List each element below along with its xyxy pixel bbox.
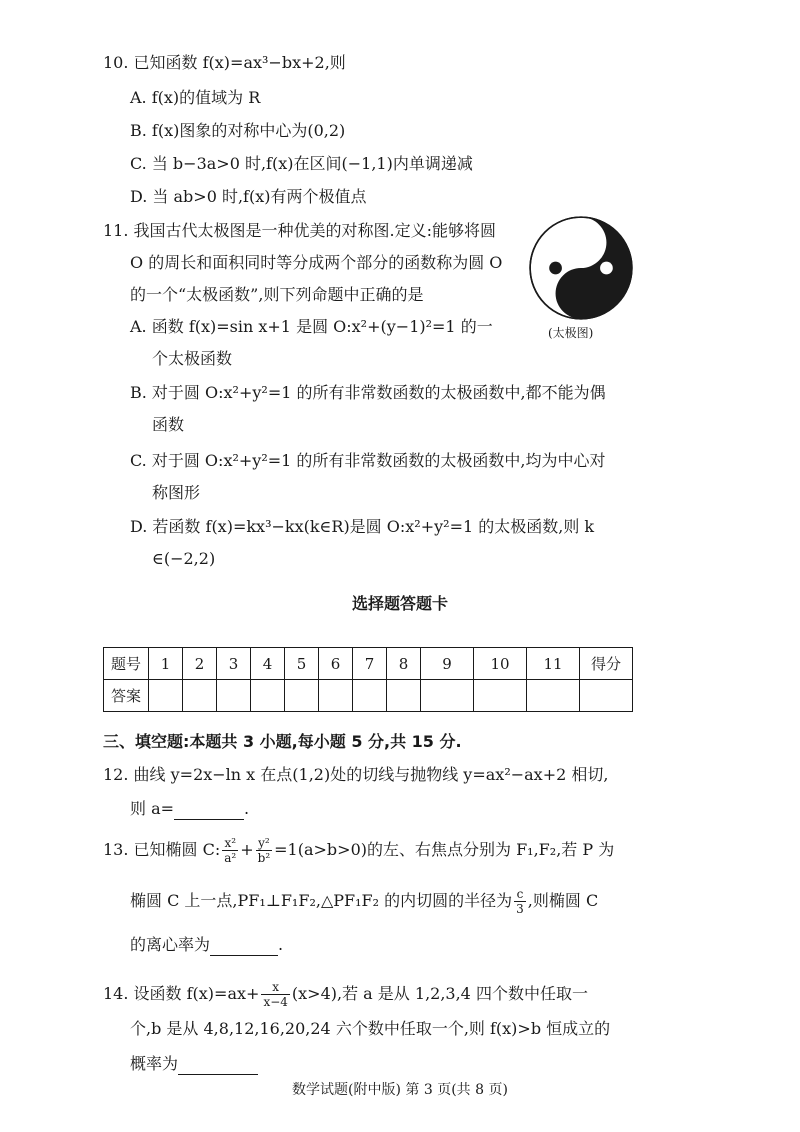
header-cell: 4 <box>251 648 285 680</box>
q10-stem: 10. 已知函数 f(x)=ax³−bx+2,则 <box>103 53 346 72</box>
q11-option-c-cont: 称图形 <box>152 483 201 502</box>
header-cell: 8 <box>387 648 421 680</box>
table-row <box>104 648 633 680</box>
answer-label-cell: 答案 <box>104 680 149 712</box>
q11-option-b-cont: 函数 <box>152 415 185 434</box>
answer-cell[interactable] <box>474 680 527 712</box>
taiji-icon <box>528 215 634 321</box>
q11-option-d-cont: ∈(−2,2) <box>152 549 216 568</box>
q14-line1-post: (x>4),若 a 是从 1,2,3,4 四个数中任取一 <box>291 984 588 1003</box>
answer-cell[interactable] <box>149 680 183 712</box>
q13-line2-post: ,则椭圆 C <box>527 891 599 910</box>
q14-line1-pre: 14. 设函数 f(x)=ax+ <box>103 984 260 1003</box>
answer-cell[interactable] <box>217 680 251 712</box>
q10-option-b: B. f(x)图象的对称中心为(0,2) <box>130 121 346 140</box>
answer-cell[interactable] <box>319 680 353 712</box>
section-3-heading: 三、填空题:本题共 3 小题,每小题 5 分,共 15 分. <box>103 732 462 751</box>
header-cell: 得分 <box>580 648 633 680</box>
answer-cell[interactable] <box>251 680 285 712</box>
q11-stem-line1: 11. 我国古代太极图是一种优美的对称图.定义:能够将圆 <box>103 221 497 240</box>
taiji-caption: (太极图) <box>548 326 594 340</box>
q11-option-c: C. 对于圆 O:x²+y²=1 的所有非常数函数的太极函数中,均为中心对 <box>130 451 606 470</box>
fraction: $\frac{c}{3}$ <box>516 887 524 916</box>
q12-line1: 12. 曲线 y=2x−ln x 在点(1,2)处的切线与抛物线 y=ax²−ax+2 相切, <box>103 765 609 784</box>
header-cell: 9 <box>421 648 474 680</box>
fraction: $\frac{\text{y²}}{\text{b²}}$ <box>257 836 271 865</box>
q11-option-b: B. 对于圆 O:x²+y²=1 的所有非常数函数的太极函数中,都不能为偶 <box>130 383 606 402</box>
answer-cell[interactable] <box>421 680 474 712</box>
header-cell: 3 <box>217 648 251 680</box>
header-cell: 10 <box>474 648 527 680</box>
q11-option-a: A. 函数 f(x)=sin x+1 是圆 O:x²+(y−1)²=1 的一 <box>130 317 493 336</box>
q10-option-c: C. 当 b−3a>0 时,f(x)在区间(−1,1)内单调递减 <box>130 154 473 173</box>
q13-line1: 13. 已知椭圆 C: $\frac{\text{x²}}{\text{a²}}$ + $\frac{\text{y²}}{\text{b²}}$ =1(a>b>0)的左、右焦点分别为 F₁,F₂,若 P 为 <box>103 836 615 865</box>
q13-line3-text: 的离心率为 <box>130 935 211 954</box>
answer-card-title: 选择题答题卡 <box>351 594 448 613</box>
score-cell[interactable] <box>580 680 633 712</box>
q13-line2 <box>130 887 598 916</box>
answer-cell[interactable] <box>387 680 421 712</box>
header-cell: 11 <box>527 648 580 680</box>
header-cell: 题号 <box>104 648 149 680</box>
answer-card-table <box>103 647 633 712</box>
q10-option-a: A. f(x)的值域为 R <box>130 88 261 107</box>
q13-line2-pre: 椭圆 C 上一点,PF₁⊥F₁F₂,△PF₁F₂ 的内切圆的半径为 <box>130 891 513 910</box>
answer-cell[interactable] <box>285 680 319 712</box>
answer-blank[interactable] <box>174 803 244 820</box>
q14-line3-text: 概率为 <box>130 1054 179 1073</box>
fraction: $\frac{\text{x²}}{\text{a²}}$ <box>224 836 237 865</box>
q10-option-d: D. 当 ab>0 时,f(x)有两个极值点 <box>130 187 367 206</box>
q13-line1-pre: 13. 已知椭圆 C: <box>103 840 221 859</box>
q13-line3: 的离心率为 . <box>130 935 284 954</box>
q14-line1 <box>103 980 588 1009</box>
table-row <box>104 680 633 712</box>
header-cell: 1 <box>149 648 183 680</box>
q14-line3 <box>130 1053 258 1075</box>
answer-blank[interactable] <box>178 1058 258 1075</box>
answer-cell[interactable] <box>353 680 387 712</box>
q11-option-d: D. 若函数 f(x)=kx³−kx(k∈R)是圆 O:x²+y²=1 的太极函数,则 k <box>130 517 595 536</box>
answer-blank[interactable] <box>210 939 278 956</box>
page-footer: 数学试题(附中版) 第 3 页(共 8 页) <box>292 1082 508 1098</box>
header-cell: 5 <box>285 648 319 680</box>
q11-stem-line3: 的一个“太极函数”,则下列命题中正确的是 <box>130 285 424 304</box>
q12-prefix: 则 a= <box>130 799 175 818</box>
answer-cell[interactable] <box>527 680 580 712</box>
header-cell: 7 <box>353 648 387 680</box>
q11-stem-line2: O 的周长和面积同时等分成两个部分的函数称为圆 O <box>130 253 503 272</box>
header-cell: 2 <box>183 648 217 680</box>
q14-line2: 个,b 是从 4,8,12,16,20,24 六个数中任取一个,则 f(x)>b 恒成立的 <box>130 1019 611 1038</box>
q11-option-a-cont: 个太极函数 <box>152 349 233 368</box>
header-cell: 6 <box>319 648 353 680</box>
q13-line1-post: =1(a>b>0)的左、右焦点分别为 F₁,F₂,若 P 为 <box>274 840 615 859</box>
fraction: $\frac{x}{x-4}$ <box>263 980 288 1009</box>
q12-line2: 则 a= . <box>130 799 250 818</box>
answer-cell[interactable] <box>183 680 217 712</box>
